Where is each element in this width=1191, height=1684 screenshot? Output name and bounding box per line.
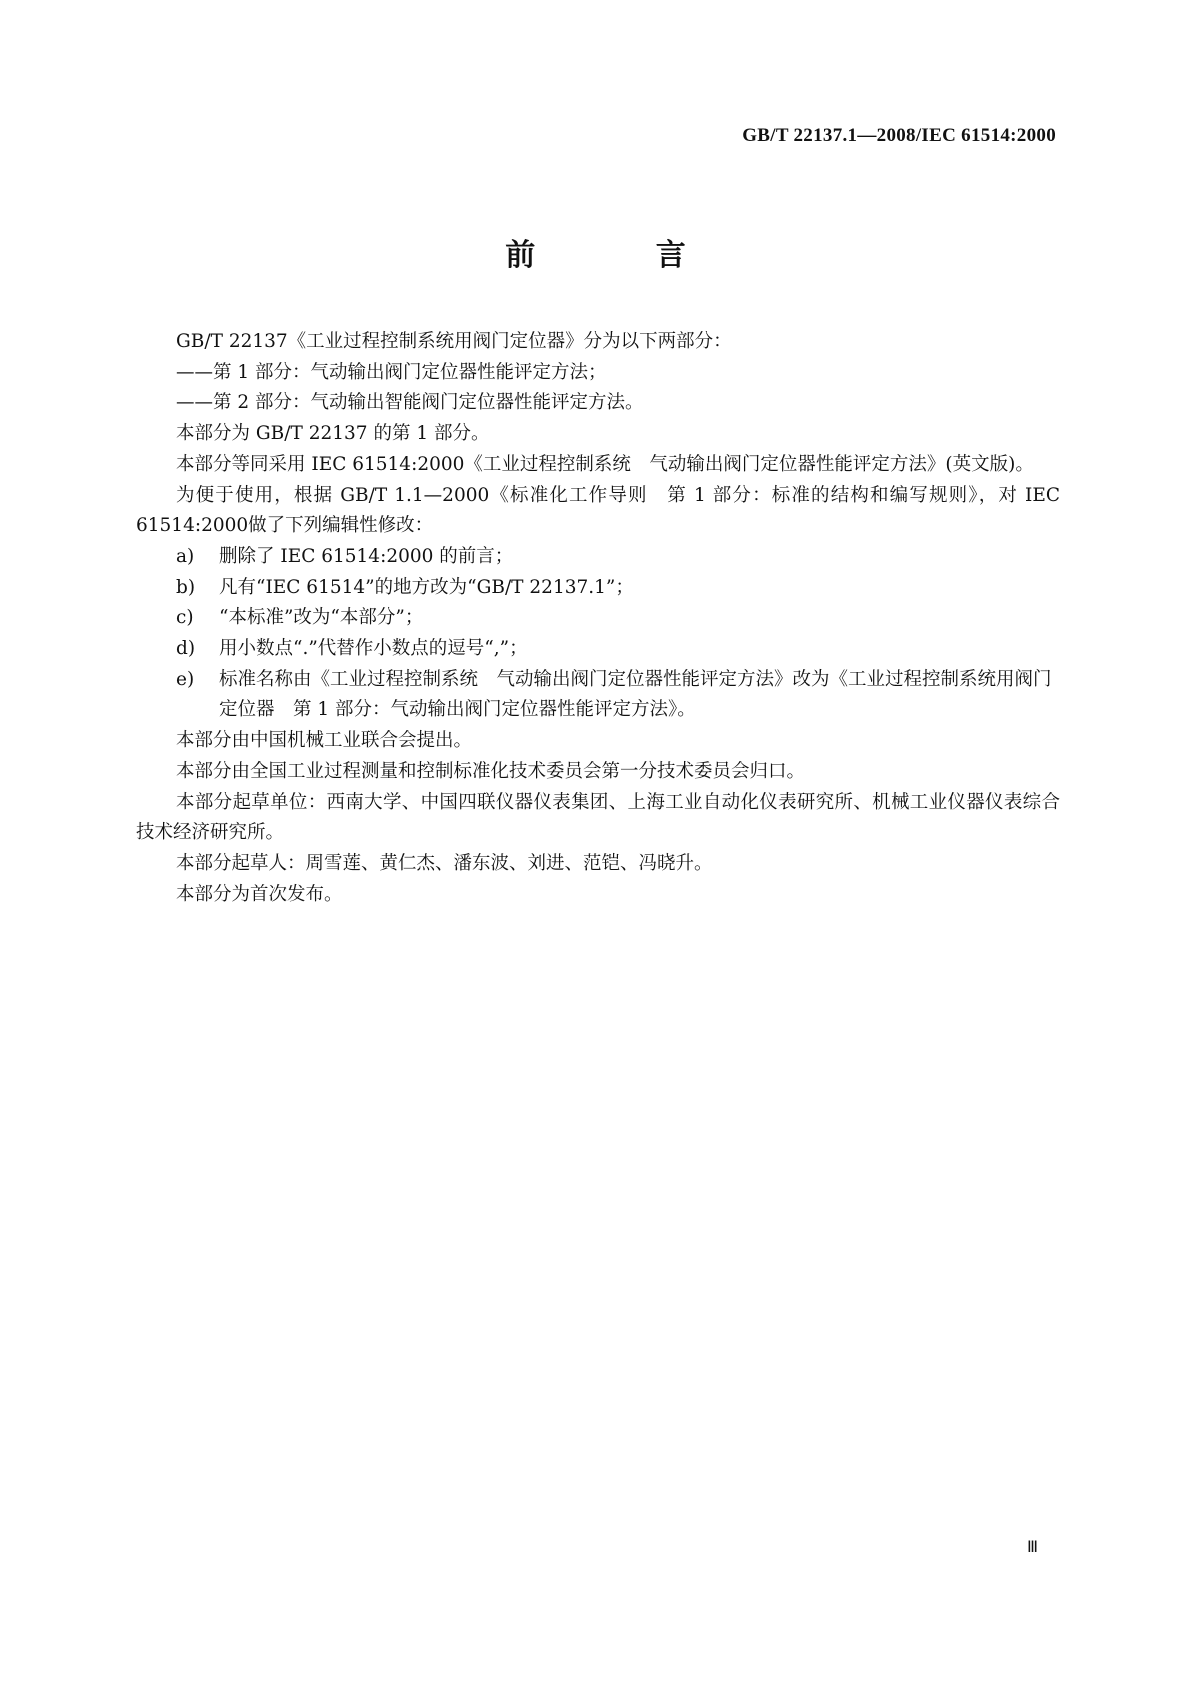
- list-marker: c): [176, 607, 194, 629]
- paragraph-part-statement: 本部分为 GB/T 22137 的第 1 部分。: [176, 423, 490, 445]
- edit-list-item-e: [136, 665, 1060, 726]
- list-marker: b): [176, 576, 196, 598]
- paragraph-drafting-units: 本部分起草单位：西南大学、中国四联仪器仪表集团、上海工业自动化仪表研究所、机械工业仪器仪表综合技术经济研究所。: [136, 791, 1060, 844]
- paragraph-committee: 本部分由全国工业过程测量和控制标准化技术委员会第一分技术委员会归口。: [176, 760, 806, 782]
- list-marker: e): [176, 668, 195, 690]
- part-list-item-1: ——第 1 部分：气动输出阀门定位器性能评定方法；: [176, 361, 607, 383]
- paragraph-adoption: 本部分等同采用 IEC 61514:2000《工业过程控制系统 气动输出阀门定位器性能评定方法》(英文版)。: [176, 453, 1034, 475]
- edit-list-item-a: [136, 542, 1060, 573]
- list-item-text: “本标准”改为“本部分”；: [219, 607, 424, 629]
- page-number: Ⅲ: [1027, 1539, 1039, 1556]
- edit-list-item-c: [136, 603, 1060, 634]
- edit-list-item-d: [136, 634, 1060, 665]
- list-marker: a): [176, 545, 195, 567]
- paragraph-intro: GB/T 22137《工业过程控制系统用阀门定位器》分为以下两部分：: [176, 331, 732, 352]
- list-marker: d): [176, 638, 196, 660]
- page-title: 前 言: [505, 238, 741, 273]
- list-item-text: 删除了 IEC 61514:2000 的前言；: [219, 545, 514, 567]
- paragraph-edits-intro: 为便于使用，根据 GB/T 1.1—2000《标准化工作导则 第 1 部分：标准的结构和编写规则》，对 IEC 61514:2000做了下列编辑性修改：: [136, 484, 1060, 537]
- list-item-text: 用小数点“.”代替作小数点的逗号“,”；: [219, 638, 528, 660]
- part-list-item-2: ——第 2 部分：气动输出智能阀门定位器性能评定方法。: [176, 392, 644, 414]
- paragraph-proposer: 本部分由中国机械工业联合会提出。: [176, 730, 473, 752]
- standard-code-header: GB/T 22137.1—2008/IEC 61514:2000: [742, 125, 1056, 146]
- foreword-body: [136, 327, 1060, 910]
- list-item-text: 标准名称由《工业过程控制系统 气动输出阀门定位器性能评定方法》改为《工业过程控制系统用阀门定位器 第 1 部分：气动输出阀门定位器性能评定方法》。: [219, 668, 1052, 721]
- list-item-text: 凡有“IEC 61514”的地方改为“GB/T 22137.1”；: [219, 576, 634, 598]
- paragraph-drafters: 本部分起草人：周雪莲、黄仁杰、潘东波、刘进、范铠、冯晓升。: [176, 852, 713, 874]
- paragraph-first-release: 本部分为首次发布。: [176, 883, 343, 905]
- edit-list-item-b: [136, 573, 1060, 604]
